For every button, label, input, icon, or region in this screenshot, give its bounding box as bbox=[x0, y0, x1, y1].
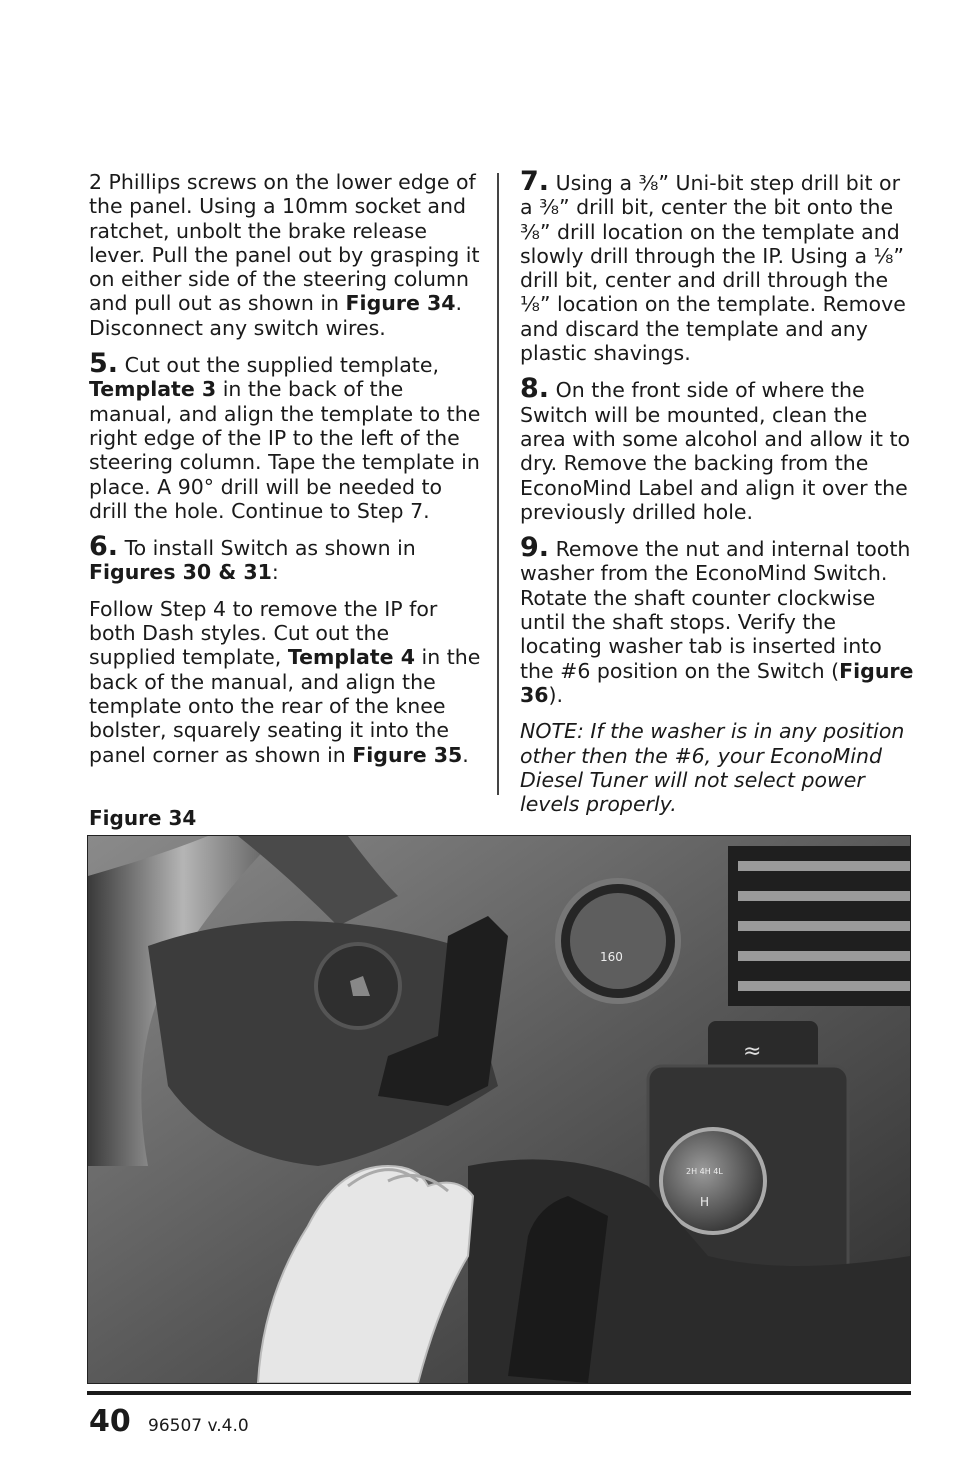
paragraph-step5: 5. Cut out the supplied template, Template 3 in the back of the manual, and align the template to the right edge of the IP to the left of the steering column. Tape the template in place. A 90° drill will be needed to drill the hole. Continue to Step 7. bbox=[89, 348, 481, 523]
template-reference: Template 4 bbox=[287, 645, 415, 670]
knob-letter: H bbox=[700, 1195, 710, 1209]
figure-photo bbox=[87, 835, 911, 1384]
step-number: 6. bbox=[89, 531, 119, 563]
figure-caption: Figure 34 bbox=[89, 806, 197, 830]
air-vent bbox=[728, 846, 910, 1006]
paragraph-step4-continued: 2 Phillips screws on the lower edge of the panel. Using a 10mm socket and ratchet, unbolt the brake release lever. Pull the panel out by grasping it on either side of the steering column and pull out as shown in Figure 34. Disconnect any switch wires. bbox=[89, 170, 480, 340]
gauge-label: 160 bbox=[600, 950, 623, 964]
figure-reference: Figure 36 bbox=[520, 658, 914, 707]
figure-reference: Figure 34 bbox=[345, 291, 456, 316]
step-number: 8. bbox=[520, 373, 550, 405]
template-reference: Template 3 bbox=[89, 377, 217, 402]
paragraph-follow-step4: Follow Step 4 to remove the IP for both Dash styles. Cut out the supplied template, Template 4 in the back of the manual, and align the template onto the rear of the knee bolster, squarely seating it into the panel corner as shown in Figure 35. bbox=[89, 596, 481, 767]
document-version: 96507 v.4.0 bbox=[148, 1416, 249, 1436]
figure-reference: Figures 30 & 31 bbox=[89, 560, 272, 585]
left-column bbox=[89, 170, 481, 779]
4wd-knob-icon bbox=[661, 1129, 765, 1233]
knob-labels: 2H 4H 4L bbox=[686, 1167, 723, 1176]
step-number: 5. bbox=[89, 348, 119, 380]
paragraph-step9: 9. Remove the nut and internal tooth washer from the EconoMind Switch. Rotate the shaft counter clockwise until the shaft stops. Verify the locating washer tab is inserted into the #6 position on the Switch (Figure 36). bbox=[520, 532, 914, 707]
dashboard-photo-illustration bbox=[88, 836, 910, 1383]
svg-text:≈: ≈ bbox=[743, 1039, 762, 1064]
right-column bbox=[520, 166, 915, 828]
paragraph-step8: 8. On the front side of where the Switch will be mounted, clean the area with some alcohol and allow it to dry. Remove the backing from the EconoMind Label and align it over the previously drilled hole. bbox=[520, 373, 911, 524]
step-number: 7. bbox=[520, 166, 550, 197]
step-number: 9. bbox=[520, 532, 550, 564]
page-number: 40 bbox=[89, 1404, 131, 1439]
column-divider bbox=[497, 173, 499, 795]
figure-reference: Figure 35 bbox=[352, 742, 463, 767]
note-text: NOTE: If the washer is in any position other then the #6, your EconoMind Diesel Tuner will not select power levels properly. bbox=[520, 719, 905, 817]
footer-rule bbox=[87, 1391, 911, 1395]
paragraph-step7: 7. Using a ³⁄₈” Uni-bit step drill bit or a ³⁄₈” drill bit, center the bit onto the ³⁄₈” drill location on the template and slowly drill through the IP. Using a ¹⁄₈” drill bit, center and drill through the ¹⁄₈” location on the template. Remove and discard the template and any plastic shavings. bbox=[520, 166, 906, 366]
paragraph-step6: 6. To install Switch as shown in Figures 30 & 31: bbox=[89, 531, 416, 585]
